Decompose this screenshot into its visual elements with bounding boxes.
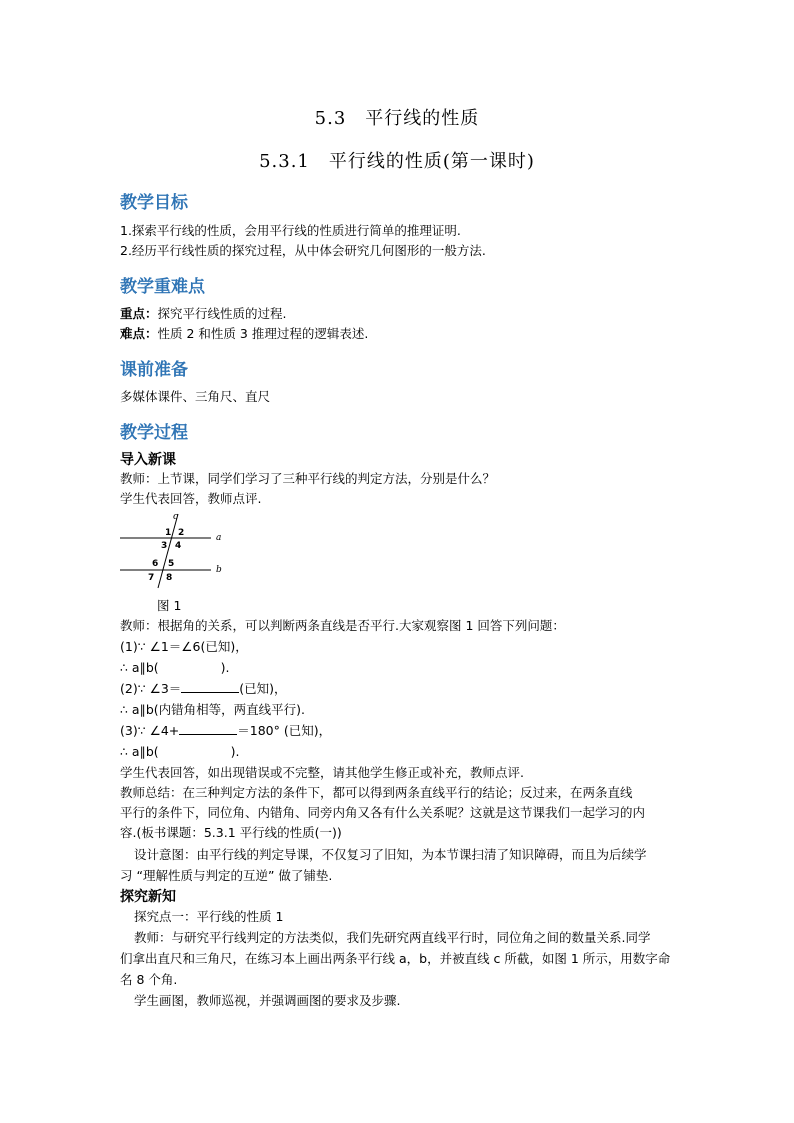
angle-label-6: 6 [152, 559, 159, 569]
label-a: a [216, 533, 222, 543]
label-c: c [173, 512, 179, 522]
q3a-suffix: ＝180° (已知)， [237, 723, 332, 738]
objective-item-2: 2.经历平行线性质的探究过程，从中体会研究几何图形的一般方法. [120, 243, 486, 258]
heading-objectives: 教学目标 [120, 193, 188, 213]
body-line-10: 探究点一：平行线的性质 1 [134, 909, 284, 924]
question-1b [120, 659, 230, 677]
angle-label-2: 2 [178, 528, 185, 538]
objective-item-1: 1.探索平行线的性质，会用平行线的性质进行简单的推理证明. [120, 223, 461, 238]
q1b-suffix: ). [220, 660, 230, 675]
difficulty-label: 难点： [120, 326, 158, 341]
q3b-suffix: ). [230, 744, 240, 759]
teacher-question: 教师：根据角的关系，可以判断两条直线是否平行.大家观察图 1 回答下列问题： [120, 618, 565, 633]
figure-caption: 图 1 [157, 598, 182, 613]
page-subtitle: 5.3.1 平行线的性质(第一课时) [259, 151, 535, 172]
heading-keypoints: 教学重难点 [120, 277, 205, 297]
angle-label-1: 1 [165, 528, 172, 538]
angle-label-4: 4 [175, 541, 182, 551]
body-line-6: 平行的条件下，同位角、内错角、同旁内角又各有什么关系呢？这就是这节课我们一起学习的内 [120, 805, 646, 820]
body-line-4: 学生代表回答，如出现错误或不完整，请其他学生修正或补充，教师点评. [120, 765, 524, 780]
body-line-8: 设计意图：由平行线的判定导课，不仅复习了旧知，为本节课扫清了知识障碍，而且为后续学 [134, 847, 647, 862]
angle-label-7: 7 [148, 573, 155, 583]
key-label: 重点： [120, 306, 158, 321]
key-text: 探究平行线性质的过程. [157, 306, 287, 321]
q3a-prefix: (3)∵ ∠4+ [120, 723, 180, 738]
q2a-suffix: (已知)， [239, 681, 287, 696]
difficulty-text: 性质 2 和性质 3 推理过程的逻辑表述. [157, 326, 369, 341]
body-line-14: 学生画图，教师巡视，并强调画图的要求及步骤. [134, 993, 401, 1008]
body-line-12: 们拿出直尺和三角尺，在练习本上画出两条平行线 a，b，并被直线 c 所截，如图 1 所示，用数字命 [120, 951, 671, 966]
figure-parallel-lines [118, 510, 238, 610]
q2a-prefix: (2)∵ ∠3＝ [120, 681, 182, 696]
body-line-13: 名 8 个角. [120, 972, 178, 987]
body-line-5: 教师总结：在三种判定方法的条件下，都可以得到两条直线平行的结论；反过来，在两条直线 [120, 785, 633, 800]
question-2a [120, 680, 287, 698]
question-1a: (1)∵ ∠1＝∠6(已知)， [120, 639, 248, 654]
angle-label-8: 8 [166, 573, 173, 583]
q2-answer-blank[interactable] [181, 680, 239, 693]
prep-text: 多媒体课件、三角尺、直尺 [120, 389, 271, 404]
question-2b: ∴ a∥b(内错角相等，两直线平行). [120, 702, 305, 717]
difficulty-line [120, 325, 368, 343]
angle-label-3: 3 [161, 541, 168, 551]
page-title: 5.3 平行线的性质 [314, 108, 480, 129]
question-3a [120, 722, 331, 740]
body-line-9: 习 “理解性质与判定的互逆” 做了铺垫. [120, 868, 333, 883]
heading-process: 教学过程 [120, 423, 188, 443]
keypoint-line [120, 305, 287, 323]
body-line-7: 容.(板书课题：5.3.1 平行线的性质(一)) [120, 825, 342, 840]
angle-label-5: 5 [168, 559, 175, 569]
explore-title: 探究新知 [120, 889, 176, 905]
q3-answer-blank[interactable] [179, 722, 237, 735]
question-3b [120, 743, 240, 761]
label-b: b [216, 565, 222, 575]
intro-line-2: 学生代表回答，教师点评. [120, 491, 262, 506]
intro-line-1: 教师：上节课，同学们学习了三种平行线的判定方法，分别是什么？ [120, 471, 496, 486]
q3b-prefix: ∴ a∥b( [120, 744, 159, 759]
q1b-prefix: ∴ a∥b( [120, 660, 159, 675]
intro-title: 导入新课 [120, 452, 176, 468]
heading-prep: 课前准备 [120, 360, 188, 380]
body-line-11: 教师：与研究平行线判定的方法类似，我们先研究两直线平行时，同位角之间的数量关系.同学 [134, 930, 651, 945]
